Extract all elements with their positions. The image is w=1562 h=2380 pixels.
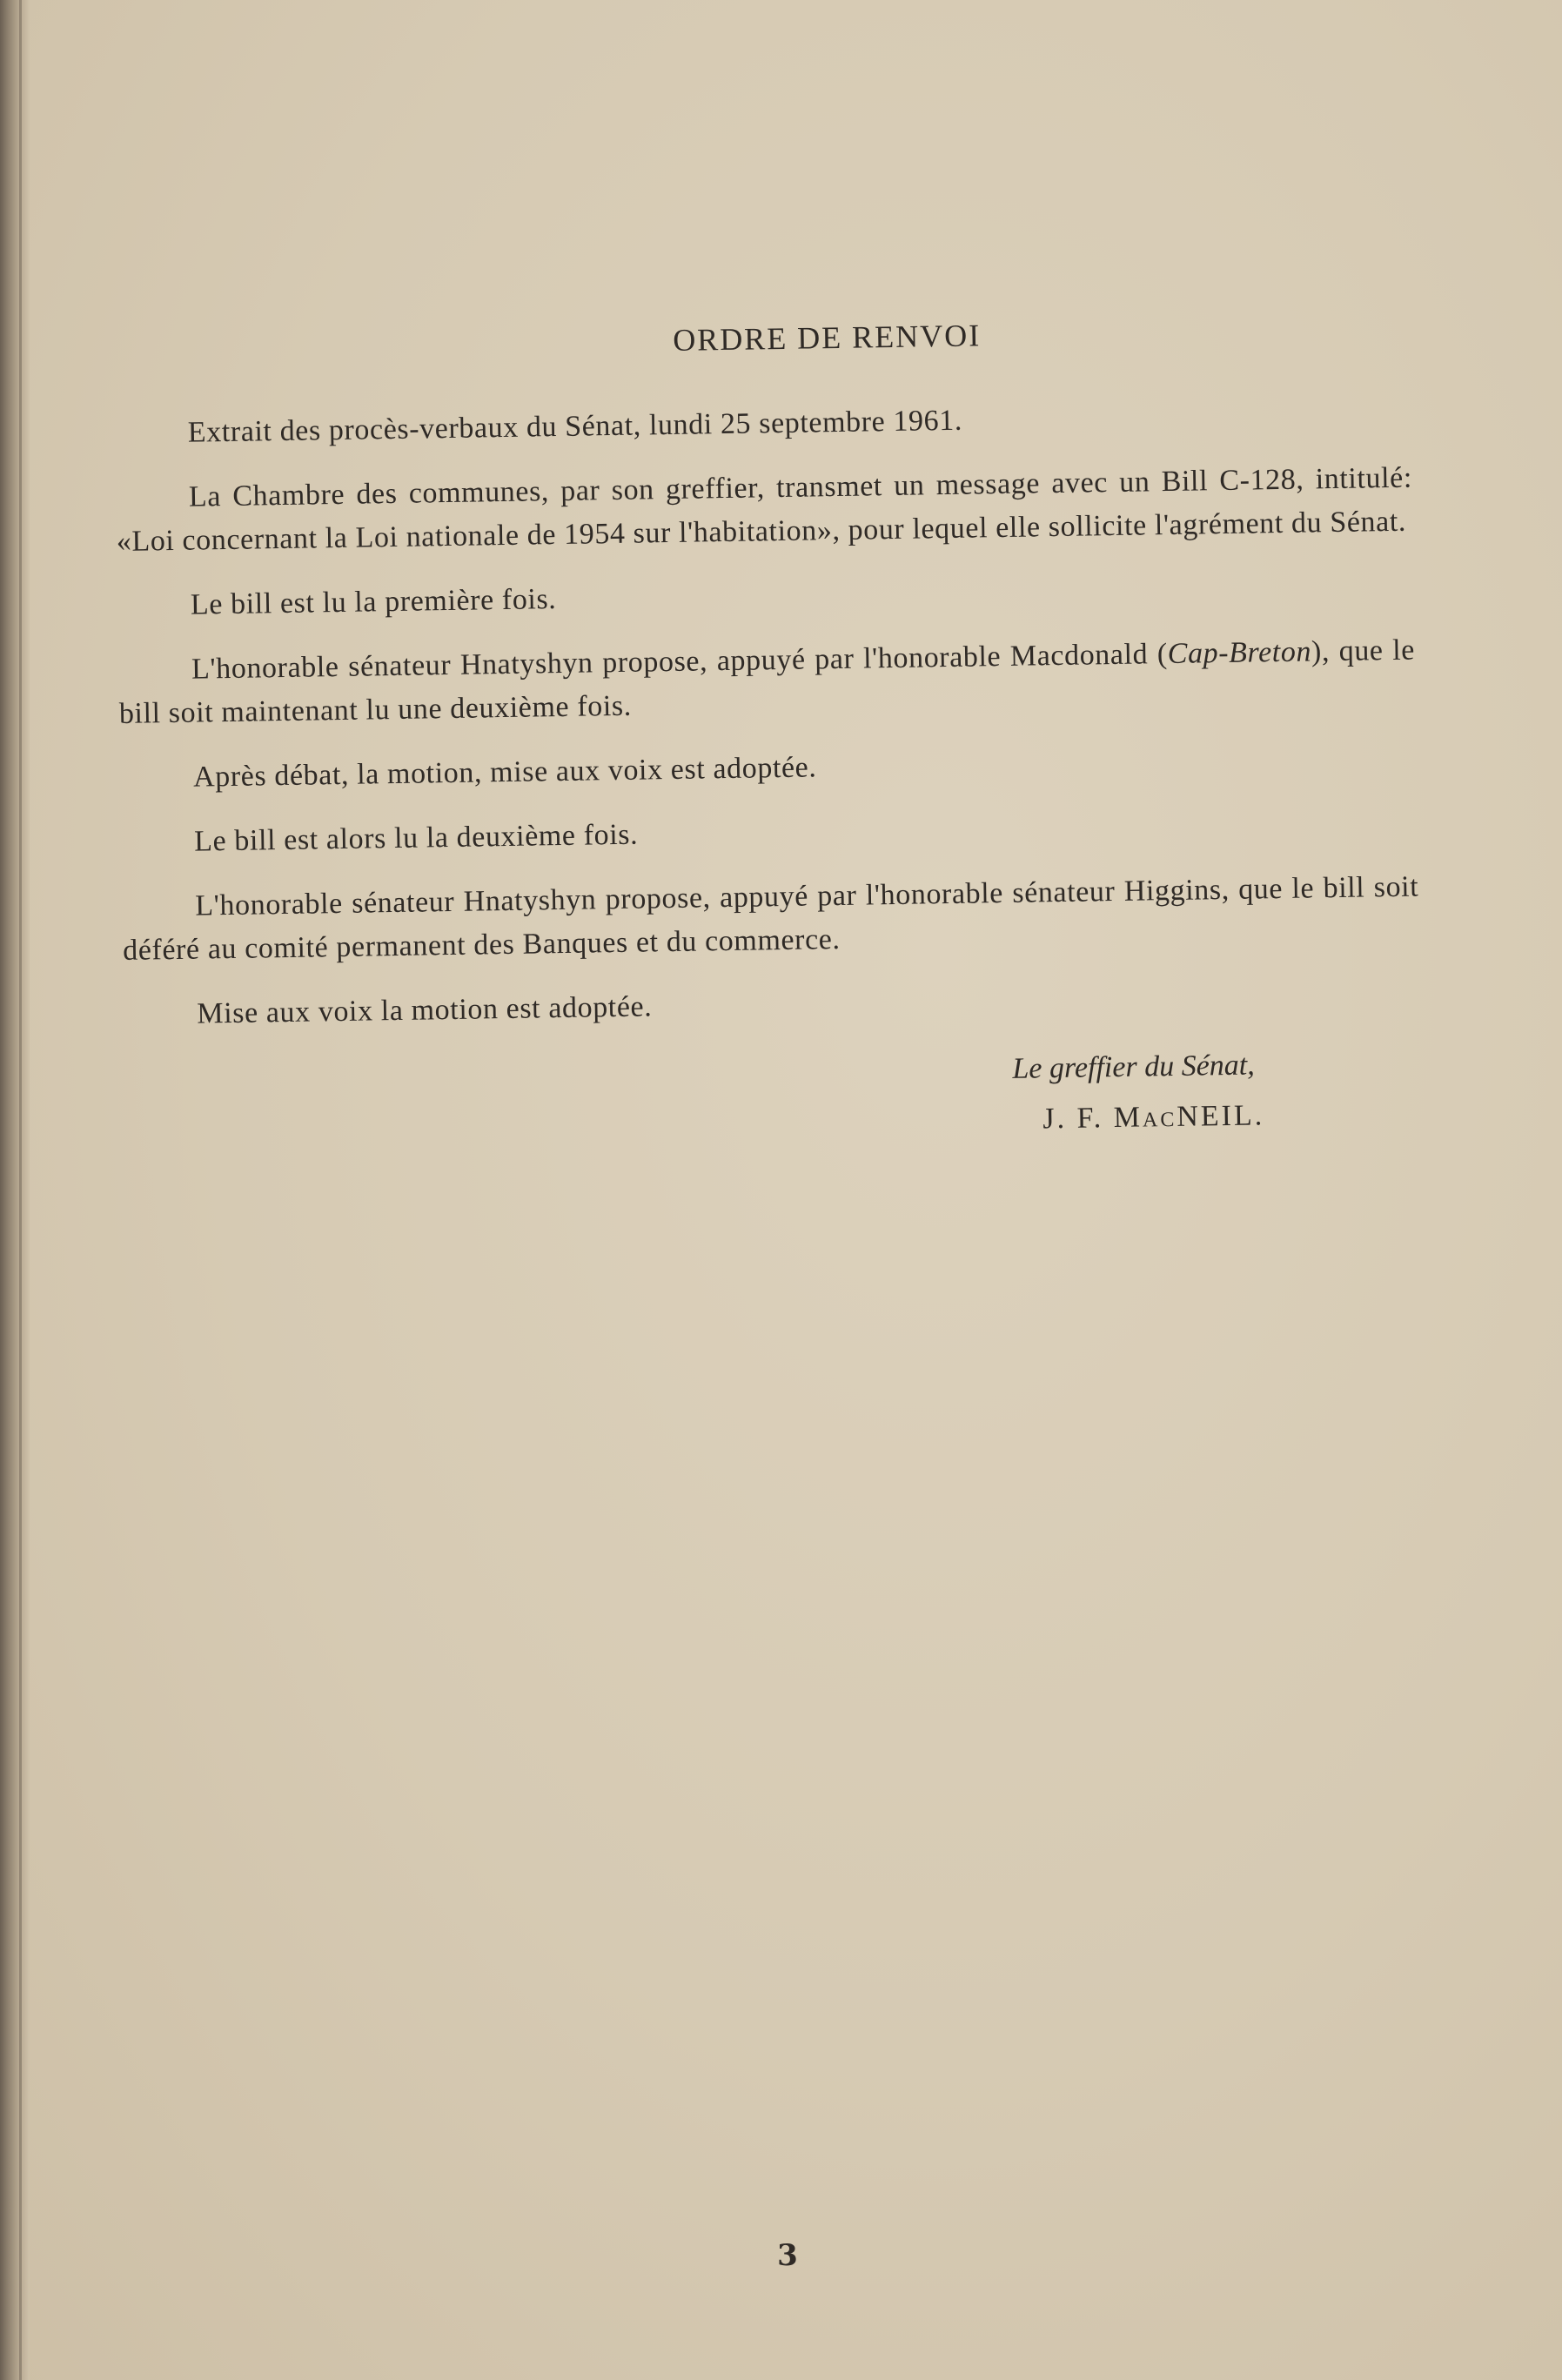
paragraph-first-reading: Le bill est lu la première fois. [190, 583, 557, 621]
signature-name: J. F. MacNEIL. [1042, 1099, 1265, 1136]
paragraph-adopted: Mise aux voix la motion est adoptée. [197, 990, 653, 1030]
document-body [113, 311, 1423, 1159]
binding-line [19, 0, 22, 2380]
motion-text-before: L'honorable sénateur Hnatyshyn propose, appuyé par l'honorable Macdonald ( [191, 638, 1169, 686]
paragraph-referral-motion: L'honorable sénateur Hnatyshyn propose, appuyé par l'honorable sénateur Higgins, que le bill soit déféré au comité permanent des Banques et du commerce. [122, 870, 1419, 967]
page-number: 3 [777, 2238, 798, 2273]
motion-text-italic: Cap-Breton [1167, 635, 1312, 671]
signature-title: Le greffier du Sénat, [1012, 1049, 1255, 1085]
signature-block [124, 1037, 1423, 1158]
book-binding-edge [0, 0, 30, 2380]
paragraph-message: La Chambre des communes, par son greffier, transmet un message avec un Bill C-128, intitulé: «Loi concernant la Loi nationale de 1954 sur l'habitation», pour lequel elle sollicite l'agrément du Sénat. [116, 461, 1413, 558]
paragraph-debate: Après débat, la motion, mise aux voix est adoptée. [192, 751, 817, 794]
paragraph-second-reading-motion [118, 629, 1416, 736]
paragraph-second-reading: Le bill est alors lu la deuxième fois. [193, 818, 639, 858]
document-heading: ORDRE DE RENVOI [672, 318, 982, 358]
paragraph-extract: Extrait des procès-verbaux du Sénat, lundi 25 septembre 1961. [187, 404, 963, 449]
motion-text-after: ), que le bill soit maintenant lu une deuxième fois. [118, 634, 1416, 730]
